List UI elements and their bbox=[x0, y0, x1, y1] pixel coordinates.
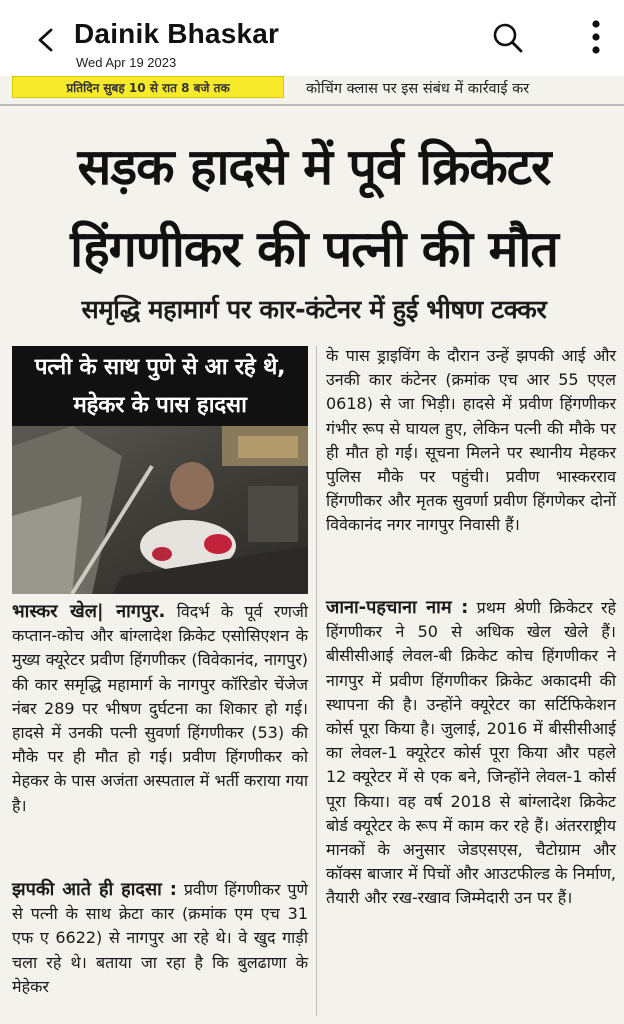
section-lead: जाना-पहचाना नाम : bbox=[326, 597, 469, 618]
chevron-left-icon bbox=[35, 27, 57, 53]
accident-photo bbox=[12, 426, 308, 594]
more-vertical-icon bbox=[590, 18, 602, 56]
article-clipping bbox=[0, 70, 624, 1024]
paragraph-text: के पास ड्राइविंग के दौरान उन्हें झपकी आई और उनकी कार कंटेनर (क्रमांक एच आर 55 एएल 0618) से जा भिड़ी। हादसे में प्रवीण हिंगणीकर गंभीर रूप से घायल हुए, लेकिन पत्नी की मौके पर ही मौत हो गई। सूचना मिलने पर स्थानीय मेहकर पुलिस मौके पर पहुंची। प्रवीण भास्करराव हिंगणीकर और मृतक सुवर्णा प्रवीण हिंगणेकर दोनों विवेकानंद नगर नागपुर निवासी हैं। bbox=[326, 346, 616, 535]
column-divider bbox=[316, 346, 317, 1016]
timing-strip: प्रतिदिन सुबह 10 से रात 8 बजे तक bbox=[12, 76, 284, 98]
paragraph-text: प्रवीण हिंगणीकर पुणे से पत्नी के साथ क्रेटा कार (क्रमांक एम एच 31 एफ ए 6622) से नागपुर आ रहे थे। वे खुद गाड़ी चला रहे थे। बताया जा रहा है कि बुलढाणा के मेहेकर bbox=[12, 880, 308, 996]
subheadline: समृद्धि महामार्ग पर कार-कंटेनर में हुई भीषण टक्कर bbox=[81, 295, 547, 325]
headline: सड़क हादसे में पूर्व क्रिकेटर हिंगणीकर की पत्नी की मौत bbox=[70, 138, 558, 278]
section-lead: झपकी आते ही हादसा : bbox=[12, 879, 177, 900]
app-title: Dainik Bhaskar bbox=[74, 18, 280, 49]
article-paragraph bbox=[326, 596, 616, 911]
divider bbox=[0, 104, 624, 106]
app-header bbox=[0, 0, 624, 76]
adjacent-article-line: कोचिंग क्लास पर इस संबंध में कार्रवाई कर bbox=[306, 81, 530, 97]
dateline: भास्कर खेल| नागपुर. bbox=[12, 601, 166, 622]
news-photo bbox=[12, 346, 308, 594]
article-paragraph bbox=[12, 878, 308, 999]
publication-date: Wed Apr 19 2023 bbox=[76, 55, 177, 70]
back-button[interactable] bbox=[28, 22, 64, 58]
search-icon bbox=[491, 21, 525, 55]
search-button[interactable] bbox=[488, 18, 528, 58]
paragraph-text: विदर्भ के पूर्व रणजी कप्तान-कोच और बांग्लादेश क्रिकेट एसोसिएशन के मुख्य क्यूरेटर प्रवीण हिंगणीकर (विवेकानंद, नागपुर) की कार समृद्धि महामार्ग के नागपुर कॉरिडोर चेंजेज नंबर 289 पर भीषण दुर्घटना का शिकार हो गई। हादसे में उनकी पत्नी सुवर्णा हिंगणीकर (53) की मौके पर ही मौत हो गई। प्रवीण हिंगणीकर को मेहकर के पास अजंता अस्पताल में भर्ती कराया गया है। bbox=[12, 602, 308, 815]
article-paragraph bbox=[326, 344, 616, 538]
more-options-button[interactable] bbox=[576, 16, 616, 58]
article-paragraph bbox=[12, 600, 308, 818]
paragraph-text: प्रथम श्रेणी क्रिकेटर रहे हिंगणीकर ने 50 से अधिक खेल खेले हैं। बीसीसीआई लेवल-बी क्रिकेट कोच हिंगणीकर ने नागपुर में प्रवीण हिंगणीकर क्रिकेट अकादमी की स्थापना की है। उन्होंने क्यूरेटर का सर्टिफिकेशन कोर्स पूरा किया है। जुलाई, 2016 में बीसीसीआई का लेवल-1 क्यूरेटर कोर्स पूरा किया और पहले 12 क्यूरेटर में से एक बने, जिन्होंने लेवल-1 कोर्स पूरा किया। वह वर्ष 2018 से बांग्लादेश क्रिकेट बोर्ड क्यूरेटर के रूप में काम कर रहे हैं। अंतरराष्ट्रीय मानकों के अनुसार जेडएसएस, चैटोग्राम और कॉक्स बाजार में पिचों और आउटफील्ड के निर्माण, तैयारी और रख-रखाव जिम्मेदारी उन पर हैं। bbox=[326, 598, 616, 908]
photo-caption: पत्नी के साथ पुणे से आ रहे थे, महेकर के पास हादसा bbox=[12, 346, 308, 426]
